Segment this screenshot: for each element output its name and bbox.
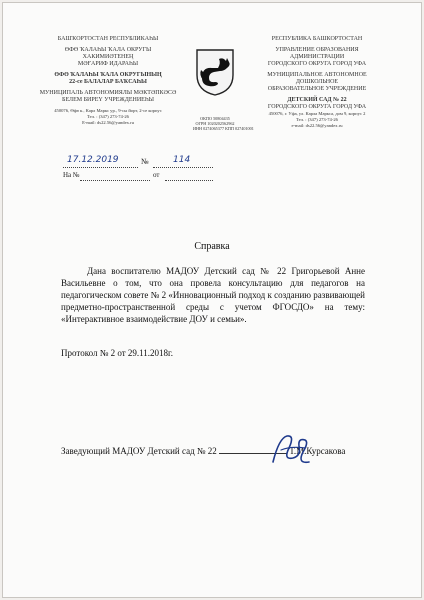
incoming-number-label: На № [63, 171, 80, 179]
header-right-inst-3: ОБРАЗОВАТЕЛЬНОЕ УЧРЕЖДЕНИЕ [267, 86, 367, 92]
header-right-dept-3: ГОРОДСКОГО ОКРУГА ГОРОД УФА [267, 61, 367, 67]
header-right-dept-1: УПРАВЛЕНИЕ ОБРАЗОВАНИЯ [275, 47, 359, 53]
header-left-address: 450076, Өфө к., Карл Маркс ур., 9-сы йорт, 2-се корпус [54, 108, 162, 113]
registration-date: 17.12.2019 [67, 155, 119, 165]
header-left-republic: БАШҠОРТОСТАН РЕСПУБЛИКАҺЫ [57, 36, 159, 42]
date-underline [63, 167, 138, 168]
header-left-admin-3: МӘҒАРИФ ИДАРАҺЫ [77, 61, 139, 67]
incoming-number-line [80, 180, 150, 181]
header-right-email: e-mail: ds22.56@yandex.ru [291, 123, 343, 128]
header-right-phone: Тел. : (347) 273-74-26 [296, 117, 338, 122]
header-left-admin-2: ХАКИМИӘТЕНЕҢ [82, 54, 134, 60]
document-title: Справка [194, 241, 230, 252]
letterhead-document [2, 2, 422, 598]
header-right-inst-1: МУНИЦИПАЛЬНОЕ АВТОНОМНОЕ [267, 72, 367, 78]
header-left-email: E-mail: ds22.56@yandex.ru [82, 120, 134, 125]
header-right [213, 36, 421, 129]
handwritten-signature [265, 428, 315, 468]
incoming-date-line [165, 180, 213, 181]
header-right-city: ГОРОДСКОГО ОКРУГА ГОРОД УФА [267, 104, 367, 110]
ogrn-code: ОГРН 1020202562962 [195, 121, 235, 127]
number-underline [153, 167, 213, 168]
signatory-position: Заведующий МАДОУ Детский сад № 22 [61, 446, 217, 456]
signature-row [61, 446, 381, 456]
registration-line: 17.12.2019 № 114 На № от [3, 154, 421, 194]
document-body: Дана воспитателю МАДОУ Детский сад № 22 Григорьевой Анне Васильевне о том, что она провела консультацию для педагогов на педагогическом совете № 2 «Инновационный подход к созданию развивающей предметно-пространственной среды с учетом ФГОСДО» на тему: «Интерактивное взаимодействие ДОУ и семьи». [61, 266, 365, 324]
header-right-kindergarten: ДЕТСКИЙ САД № 22 [287, 97, 347, 103]
header-left-admin-1: ӨФӨ ҠАЛАҺЫ ҠАЛА ОКРУГЫ [64, 47, 152, 53]
signatory-name: Т.М.Курсакова [289, 446, 346, 456]
header-left-institution-1: МУНИЦИПАЛЬ АВТОНОМИЯЛЫ МӘКТӘПКӘСӘ [39, 90, 177, 96]
protocol-line: Протокол № 2 от 29.11.2018г. [61, 348, 173, 358]
header-left-city: ӨФӨ ҠАЛАҺЫ ҠАЛА ОКРУГЫНЫҢ [54, 72, 162, 78]
header-left-institution-2: БЕЛЕМ БИРЕҮ УЧРЕЖДЕНИЕҺЫ [62, 97, 154, 103]
header-right-republic: РЕСПУБЛИКА БАШКОРТОСТАН [271, 36, 363, 42]
registration-number: 114 [173, 155, 191, 165]
header-right-dept-2: АДМИНИСТРАЦИИ [289, 54, 345, 60]
header-left-phone: Тел. : (347) 273-74-26 [87, 114, 129, 119]
inn-kpp-code: ИНН 0274065377 КПП 027401001 [193, 126, 254, 132]
incoming-date-label: от [153, 171, 160, 179]
header-left [3, 36, 213, 126]
okpo-code: ОКПО 50804435 [200, 116, 230, 121]
header-right-inst-2: ДОШКОЛЬНОЕ [295, 79, 339, 85]
header-left-kindergarten: 22-се БАЛАЛАР БАҠСАҺЫ [69, 79, 147, 85]
header-right-address: 450076, г. Уфа, ул. Карла Маркса, дом 9, корпус 2 [268, 111, 366, 116]
